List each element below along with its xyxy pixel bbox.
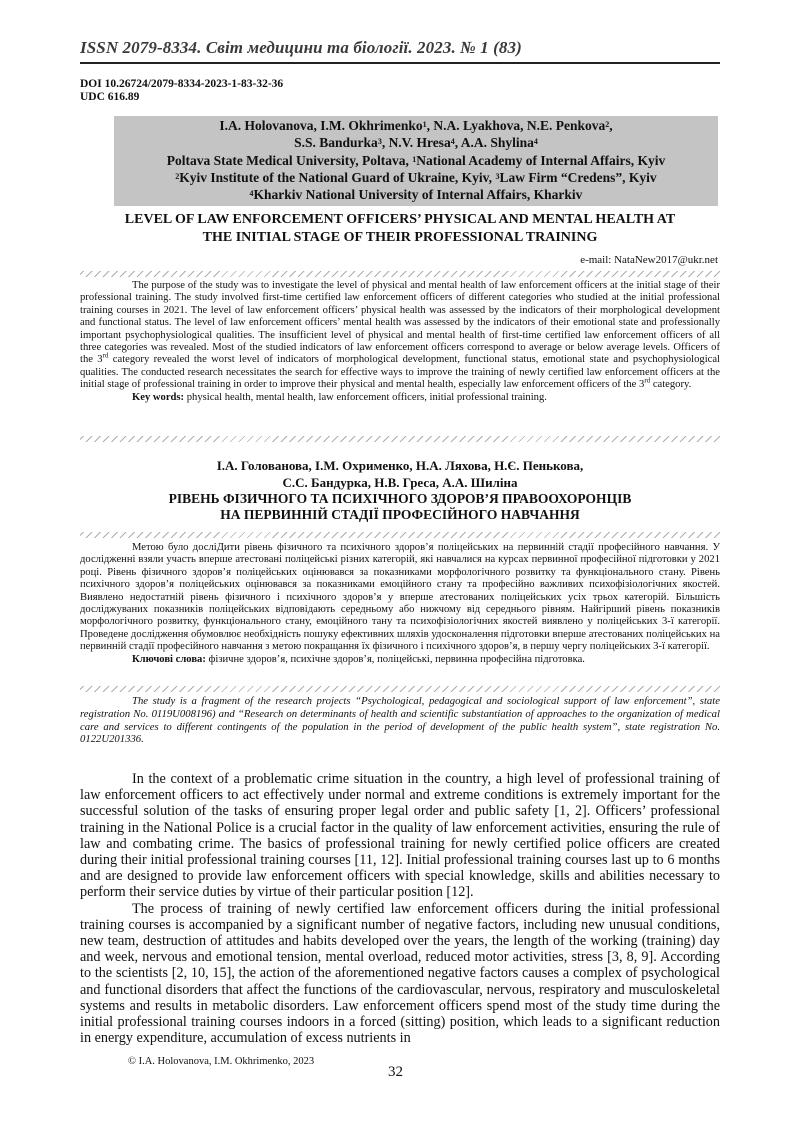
divider-zigzag	[80, 532, 720, 538]
authors-line-2: S.S. Bandurka$^3$, N.V. Hresa$^4$, A.A. Shylina$^4$	[294, 135, 538, 151]
authors-ua: І.А. Голованова, І.М. Охрименко, Н.А. Ляхова, Н.Є. Пенькова, С.С. Бандурка, Н.В. Греса, А.А. Шиліна	[216, 458, 584, 490]
divider-zigzag	[80, 436, 720, 442]
divider-zigzag	[80, 271, 720, 277]
keywords-ua: Ключові слова: фізичне здоров’я, психічне здоров’я, поліцейські, первинна професійна підготовка.	[132, 653, 585, 665]
abstract-ua	[80, 542, 720, 666]
abstract-en-text: The purpose of the study was to investigate the level of physical and mental health of law enforcement officers at the initial stage of their professional training. The study involved first-time certified law enforcement officers of different categories who studied at the initial professional training courses in 2021. The level of law enforcement officers’ physical health was assessed by the indicators of their morphological development and functional status. The level of law enforcement officers’ mental health was assessed by the indicators of their emotional state and professionally important psychophysiological qualities. The insufficient level of physical and mental health of first-time certified law enforcement officers of all three categories was revealed. Most of the studied indicators of law enforcement officers correspond to average or below average levels. Officers of the 3rd category revealed the worst level of indicators of morphological development, functional status, emotional state and psychophysiological qualities. The conducted research necessitates the search for effective ways to improve the training of newly certified law enforcement officers at the initial stage of professional training in order to improve their physical and mental health, especially law enforcement officers of the 3rd category.	[80, 280, 720, 391]
article-title-ua: РІВЕНЬ ФІЗИЧНОГО ТА ПСИХІЧНОГО ЗДОРОВ’Я ПРАВООХОРОНЦІВ НА ПЕРВИННІЙ СТАДІЇ ПРОФЕСІЙНОГО НАВЧАННЯ	[168, 491, 632, 522]
body-text	[80, 771, 720, 1046]
udc-line: UDC 616.89	[80, 91, 140, 103]
copyright-notice: © I.A. Holovanova, I.M. Okhrimenko, 2023	[128, 1056, 315, 1067]
affiliation-line-2: $^2$Kyiv Institute of the National Guard of Ukraine, Kyiv, $^3$Law Firm “Credens”, Kyiv	[175, 169, 657, 185]
article-title-en: LEVEL OF LAW ENFORCEMENT OFFICERS’ PHYSICAL AND MENTAL HEALTH AT THE INITIAL STAGE OF THEIR PROFESSIONAL TRAINING	[124, 212, 676, 245]
keywords-en: Key words: physical health, mental health, law enforcement officers, initial professional training.	[132, 391, 547, 403]
affiliation-line-3: $^4$Kharkiv National University of Internal Affairs, Kharkiv	[249, 187, 583, 203]
page-number: 32	[388, 1064, 403, 1080]
abstract-en	[80, 280, 720, 404]
abstract-ua-text: Метою було досліДити рівень фізичного та психічного здоров’я поліцейських на первинній стадії професійного навчання. У дослідженні взяли участь вперше атестовані поліцейські різних категорій, які навчалися на курсах первинної професійної підготовки у 2021 році. Рівень фізичного здоров’я поліцейських оцінювався за показниками морфологічного розвитку та функціонального стану. Рівень психічного здоров’я поліцейських оцінювався за показниками емоційного стану та професійно важливих психофізіологічних якостей. Виявлено недостатній рівень фізичного і психічного здоров’я у вперше атестованих поліцейських усіх трьох категорій. Більшість досліджуваних показників поліцейських відповідають середньому або нижчому від середнього рівням. Найгірший рівень показників морфологічного розвитку, функціонального стану, емоційного тану та психофізіологічних якостей виявлено у поліцейських 3-ї категорії. Проведене дослідження обумовлює необхідність пошуку ефективних шляхів удосконалення підготовки вперше атестованих поліцейських на первинній стадії професійного навчання з метою покращання їх фізичного і психічного здоров’я, в першу чергу поліцейських 3-ї категорії.	[80, 542, 720, 653]
body-paragraph: The process of training of newly certified law enforcement officers during the initial professional training courses is accompanied by a significant number of negative factors, including new unusual conditions, new team, destruction of attitudes and habits developed over the years, the length of the working (training) day and week, nervous and emotional tension, mental overload, reduced motor activities, stress [3, 8, 9]. According to the scientists [2, 10, 15], the action of the aforementioned negative factors causes a complex of psychological and functional disorders that affect the functions of the cardiovascular, nervous, respiratory and musculoskeletal systems and results in metabolic disorders. Law enforcement officers spend most of the study time during the initial professional training courses indoors in a forced (sitting) position, which leads to a significant reduction in energy expenditure, accumulation of excess nutrients in	[80, 900, 720, 1047]
authors-line-1: I.A. Holovanova, I.M. Okhrimenko$^1$, N.A. Lyakhova, N.E. Penkova$^2$,	[219, 118, 613, 133]
funding-note: The study is a fragment of the research projects “Psychological, pedagogical and sociological support of law enforcement”, state registration No. 0119U008196) and “Research on determinants of health and scientific substantiation of approaches to the organization of medical care and services to different contingents of the population in the period of development of the public health system”, state registration No. 0122U201336.	[80, 695, 720, 746]
journal-header: ISSN 2079-8334. Світ медицини та біології. 2023. № 1 (83)	[80, 38, 720, 64]
body-paragraph: In the context of a problematic crime situation in the country, a high level of professional training of law enforcement officers to act effectively under normal and extreme conditions is extremely important for the successful solution of the tasks of ensuring proper legal order and public safety [1, 2]. Officers’ professional training in the National Police is a crucial factor in the quality of law enforcement activities, ensuring the rule of law and combating crime. The basics of professional training for newly certified police officers are created during their initial professional training courses [11, 12]. Initial professional training courses last up to 6 months and are designed to provide law enforcement officers with special knowledge, skills and abilities necessary to perform their service duties by virtue of their particular position [12].	[80, 771, 720, 901]
doi-line: DOI 10.26724/2079-8334-2023-1-83-32-36	[80, 78, 284, 90]
contact-email: e-mail: NataNew2017@ukr.net	[580, 254, 718, 266]
divider-zigzag	[80, 686, 720, 692]
affiliation-line-1: Poltava State Medical University, Poltava, $^1$National Academy of Internal Affairs, Kyiv	[166, 152, 666, 168]
authors-affiliations-box	[114, 116, 718, 206]
doi-block	[80, 78, 283, 104]
